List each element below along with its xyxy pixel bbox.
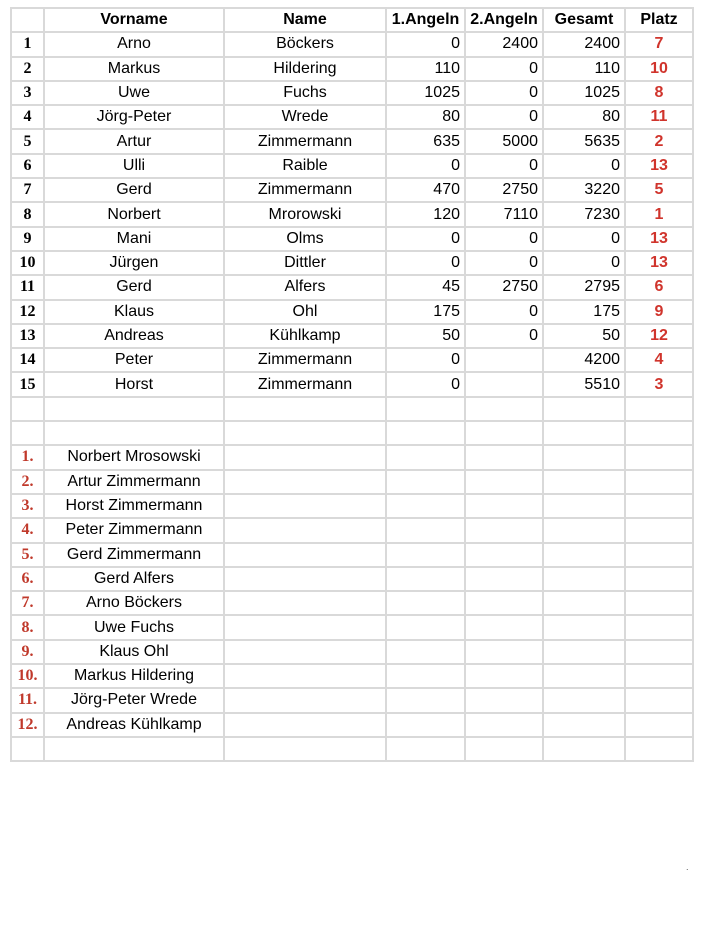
gesamt-cell[interactable]: 5635 xyxy=(543,129,625,153)
ranking-person-cell[interactable]: Norbert Mrosowski xyxy=(44,445,224,469)
table-row xyxy=(11,105,693,129)
empty-cell[interactable] xyxy=(625,688,693,712)
ranking-position-cell[interactable]: 10. xyxy=(11,664,44,688)
ranking-position-cell[interactable]: 5. xyxy=(11,543,44,567)
angeln-1-cell[interactable]: 110 xyxy=(386,57,465,81)
empty-cell[interactable] xyxy=(386,737,465,761)
name-cell[interactable]: Fuchs xyxy=(224,81,386,105)
empty-cell[interactable] xyxy=(44,737,224,761)
empty-cell[interactable] xyxy=(465,567,543,591)
vorname-cell[interactable]: Artur xyxy=(44,129,224,153)
angeln-2-cell[interactable]: 5000 xyxy=(465,129,543,153)
empty-cell[interactable] xyxy=(386,688,465,712)
ranking-position-cell[interactable]: 12. xyxy=(11,713,44,737)
angeln-2-cell[interactable]: 0 xyxy=(465,324,543,348)
platz-cell[interactable]: 6 xyxy=(625,275,693,299)
empty-cell[interactable] xyxy=(386,664,465,688)
empty-cell[interactable] xyxy=(386,567,465,591)
angeln-1-cell[interactable]: 45 xyxy=(386,275,465,299)
name-cell[interactable]: Böckers xyxy=(224,32,386,56)
empty-cell[interactable] xyxy=(224,445,386,469)
empty-cell[interactable] xyxy=(543,494,625,518)
ranking-row xyxy=(11,688,693,712)
platz-cell[interactable]: 11 xyxy=(625,105,693,129)
ranking-position-cell[interactable]: 2. xyxy=(11,470,44,494)
empty-cell[interactable] xyxy=(543,640,625,664)
empty-cell[interactable] xyxy=(224,543,386,567)
row-number-cell[interactable]: 12 xyxy=(11,300,44,324)
empty-cell[interactable] xyxy=(465,543,543,567)
platz-cell[interactable]: 1 xyxy=(625,202,693,226)
ranking-position-cell[interactable]: 4. xyxy=(11,518,44,542)
angeln-1-cell[interactable]: 1025 xyxy=(386,81,465,105)
table-row xyxy=(11,275,693,299)
ranking-row xyxy=(11,470,693,494)
platz-cell[interactable]: 2 xyxy=(625,129,693,153)
empty-cell[interactable] xyxy=(625,615,693,639)
header-row xyxy=(11,8,693,32)
footnote-mark: . xyxy=(686,862,689,872)
empty-cell[interactable] xyxy=(625,494,693,518)
empty-cell[interactable] xyxy=(543,445,625,469)
name-cell[interactable]: Kühlkamp xyxy=(224,324,386,348)
header-angeln-2[interactable]: 2.Angeln xyxy=(465,8,543,32)
spreadsheet-table xyxy=(10,7,694,762)
ranking-person-cell[interactable]: Gerd Zimmermann xyxy=(44,543,224,567)
empty-cell[interactable] xyxy=(386,397,465,421)
gesamt-cell[interactable]: 1025 xyxy=(543,81,625,105)
empty-cell[interactable] xyxy=(224,518,386,542)
empty-cell[interactable] xyxy=(224,737,386,761)
empty-cell[interactable] xyxy=(386,543,465,567)
row-number-cell[interactable]: 11 xyxy=(11,275,44,299)
angeln-1-cell[interactable]: 120 xyxy=(386,202,465,226)
row-number-cell[interactable]: 6 xyxy=(11,154,44,178)
vorname-cell[interactable]: Ulli xyxy=(44,154,224,178)
row-number-cell[interactable]: 7 xyxy=(11,178,44,202)
gesamt-cell[interactable]: 0 xyxy=(543,251,625,275)
empty-cell[interactable] xyxy=(386,591,465,615)
angeln-1-cell[interactable]: 0 xyxy=(386,348,465,372)
empty-cell[interactable] xyxy=(44,421,224,445)
empty-cell[interactable] xyxy=(224,494,386,518)
empty-cell[interactable] xyxy=(625,445,693,469)
table-row xyxy=(11,178,693,202)
vorname-cell[interactable]: Jürgen xyxy=(44,251,224,275)
gesamt-cell[interactable]: 0 xyxy=(543,154,625,178)
empty-cell[interactable] xyxy=(543,470,625,494)
empty-cell[interactable] xyxy=(625,567,693,591)
name-cell[interactable]: Zimmermann xyxy=(224,178,386,202)
empty-cell[interactable] xyxy=(44,397,224,421)
ranking-row xyxy=(11,445,693,469)
angeln-1-cell[interactable]: 635 xyxy=(386,129,465,153)
ranking-person-cell[interactable]: Arno Böckers xyxy=(44,591,224,615)
empty-cell[interactable] xyxy=(386,518,465,542)
empty-row xyxy=(11,737,693,761)
vorname-cell[interactable]: Andreas xyxy=(44,324,224,348)
empty-cell[interactable] xyxy=(543,591,625,615)
table-row xyxy=(11,251,693,275)
platz-cell[interactable]: 8 xyxy=(625,81,693,105)
angeln-2-cell[interactable]: 0 xyxy=(465,227,543,251)
name-cell[interactable]: Mrorowski xyxy=(224,202,386,226)
row-number-cell[interactable]: 2 xyxy=(11,57,44,81)
ranking-position-cell[interactable]: 1. xyxy=(11,445,44,469)
name-cell[interactable]: Zimmermann xyxy=(224,372,386,396)
ranking-row xyxy=(11,543,693,567)
empty-cell[interactable] xyxy=(543,737,625,761)
empty-cell[interactable] xyxy=(224,615,386,639)
angeln-2-cell[interactable]: 0 xyxy=(465,251,543,275)
spreadsheet-body xyxy=(11,8,693,761)
vorname-cell[interactable]: Gerd xyxy=(44,275,224,299)
empty-cell[interactable] xyxy=(465,615,543,639)
empty-cell[interactable] xyxy=(465,397,543,421)
angeln-2-cell[interactable]: 2750 xyxy=(465,178,543,202)
ranking-row xyxy=(11,615,693,639)
row-number-cell[interactable]: 14 xyxy=(11,348,44,372)
table-row xyxy=(11,32,693,56)
row-number-cell[interactable]: 1 xyxy=(11,32,44,56)
header-vorname[interactable]: Vorname xyxy=(44,8,224,32)
empty-cell[interactable] xyxy=(465,737,543,761)
empty-cell[interactable] xyxy=(386,470,465,494)
name-cell[interactable]: Wrede xyxy=(224,105,386,129)
table-row xyxy=(11,129,693,153)
ranking-row xyxy=(11,640,693,664)
empty-cell[interactable] xyxy=(543,421,625,445)
ranking-row xyxy=(11,518,693,542)
ranking-person-cell[interactable]: Markus Hildering xyxy=(44,664,224,688)
vorname-cell[interactable]: Horst xyxy=(44,372,224,396)
empty-cell[interactable] xyxy=(625,518,693,542)
ranking-row xyxy=(11,713,693,737)
platz-cell[interactable]: 12 xyxy=(625,324,693,348)
vorname-cell[interactable]: Norbert xyxy=(44,202,224,226)
platz-cell[interactable]: 13 xyxy=(625,154,693,178)
angeln-2-cell[interactable] xyxy=(465,348,543,372)
angeln-1-cell[interactable]: 0 xyxy=(386,154,465,178)
empty-cell[interactable] xyxy=(386,615,465,639)
ranking-row xyxy=(11,664,693,688)
angeln-2-cell[interactable]: 0 xyxy=(465,300,543,324)
empty-cell[interactable] xyxy=(224,397,386,421)
platz-cell[interactable]: 5 xyxy=(625,178,693,202)
row-number-cell[interactable]: 3 xyxy=(11,81,44,105)
header-platz[interactable]: Platz xyxy=(625,8,693,32)
table-row xyxy=(11,348,693,372)
ranking-position-cell[interactable]: 7. xyxy=(11,591,44,615)
empty-cell[interactable] xyxy=(543,518,625,542)
table-row xyxy=(11,57,693,81)
ranking-person-cell[interactable]: Jörg-Peter Wrede xyxy=(44,688,224,712)
platz-cell[interactable]: 13 xyxy=(625,227,693,251)
vorname-cell[interactable]: Gerd xyxy=(44,178,224,202)
empty-cell[interactable] xyxy=(465,591,543,615)
table-row xyxy=(11,324,693,348)
header-angeln-1[interactable]: 1.Angeln xyxy=(386,8,465,32)
empty-cell[interactable] xyxy=(625,397,693,421)
angeln-2-cell[interactable]: 2400 xyxy=(465,32,543,56)
empty-cell[interactable] xyxy=(224,664,386,688)
name-cell[interactable]: Zimmermann xyxy=(224,129,386,153)
ranking-row xyxy=(11,591,693,615)
vorname-cell[interactable]: Markus xyxy=(44,57,224,81)
name-cell[interactable]: Ohl xyxy=(224,300,386,324)
empty-cell[interactable] xyxy=(625,713,693,737)
ranking-position-cell[interactable]: 3. xyxy=(11,494,44,518)
empty-cell[interactable] xyxy=(465,713,543,737)
header-corner-cell[interactable] xyxy=(11,8,44,32)
vorname-cell[interactable]: Mani xyxy=(44,227,224,251)
empty-cell[interactable] xyxy=(465,445,543,469)
ranking-row xyxy=(11,494,693,518)
angeln-1-cell[interactable]: 50 xyxy=(386,324,465,348)
name-cell[interactable]: Hildering xyxy=(224,57,386,81)
empty-cell[interactable] xyxy=(465,664,543,688)
empty-cell[interactable] xyxy=(625,421,693,445)
table-row xyxy=(11,202,693,226)
table-row xyxy=(11,81,693,105)
platz-cell[interactable]: 9 xyxy=(625,300,693,324)
ranking-position-cell[interactable]: 11. xyxy=(11,688,44,712)
gesamt-cell[interactable]: 0 xyxy=(543,227,625,251)
vorname-cell[interactable]: Jörg-Peter xyxy=(44,105,224,129)
platz-cell[interactable]: 4 xyxy=(625,348,693,372)
empty-cell[interactable] xyxy=(224,470,386,494)
vorname-cell[interactable]: Uwe xyxy=(44,81,224,105)
ranking-person-cell[interactable]: Peter Zimmermann xyxy=(44,518,224,542)
row-number-cell[interactable]: 8 xyxy=(11,202,44,226)
table-row xyxy=(11,227,693,251)
gesamt-cell[interactable]: 4200 xyxy=(543,348,625,372)
empty-cell[interactable] xyxy=(465,494,543,518)
row-number-cell[interactable]: 13 xyxy=(11,324,44,348)
vorname-cell[interactable]: Arno xyxy=(44,32,224,56)
row-number-cell[interactable]: 4 xyxy=(11,105,44,129)
angeln-1-cell[interactable]: 0 xyxy=(386,372,465,396)
empty-cell[interactable] xyxy=(543,567,625,591)
angeln-2-cell[interactable] xyxy=(465,372,543,396)
header-gesamt[interactable]: Gesamt xyxy=(543,8,625,32)
platz-cell[interactable]: 10 xyxy=(625,57,693,81)
empty-cell[interactable] xyxy=(465,640,543,664)
angeln-2-cell[interactable]: 0 xyxy=(465,105,543,129)
row-number-cell[interactable]: 5 xyxy=(11,129,44,153)
empty-cell[interactable] xyxy=(465,421,543,445)
empty-cell[interactable] xyxy=(543,688,625,712)
empty-cell[interactable] xyxy=(465,470,543,494)
empty-cell[interactable] xyxy=(625,640,693,664)
table-row xyxy=(11,372,693,396)
ranking-position-cell[interactable]: 9. xyxy=(11,640,44,664)
empty-cell[interactable] xyxy=(625,543,693,567)
empty-cell[interactable] xyxy=(465,688,543,712)
angeln-1-cell[interactable]: 0 xyxy=(386,227,465,251)
ranking-position-cell[interactable]: 8. xyxy=(11,615,44,639)
row-number-cell[interactable]: 9 xyxy=(11,227,44,251)
table-row xyxy=(11,300,693,324)
angeln-1-cell[interactable]: 80 xyxy=(386,105,465,129)
platz-cell[interactable]: 13 xyxy=(625,251,693,275)
empty-cell[interactable] xyxy=(543,543,625,567)
gesamt-cell[interactable]: 7230 xyxy=(543,202,625,226)
gesamt-cell[interactable]: 110 xyxy=(543,57,625,81)
empty-cell[interactable] xyxy=(224,421,386,445)
name-cell[interactable]: Olms xyxy=(224,227,386,251)
angeln-1-cell[interactable]: 470 xyxy=(386,178,465,202)
gesamt-cell[interactable]: 2400 xyxy=(543,32,625,56)
empty-cell[interactable] xyxy=(386,713,465,737)
gesamt-cell[interactable]: 3220 xyxy=(543,178,625,202)
ranking-person-cell[interactable]: Artur Zimmermann xyxy=(44,470,224,494)
empty-row xyxy=(11,397,693,421)
empty-cell[interactable] xyxy=(386,421,465,445)
empty-cell[interactable] xyxy=(625,737,693,761)
gesamt-cell[interactable]: 175 xyxy=(543,300,625,324)
angeln-1-cell[interactable]: 0 xyxy=(386,251,465,275)
angeln-2-cell[interactable]: 0 xyxy=(465,57,543,81)
gesamt-cell[interactable]: 80 xyxy=(543,105,625,129)
empty-cell[interactable] xyxy=(543,664,625,688)
row-number-cell[interactable]: 15 xyxy=(11,372,44,396)
ranking-position-cell[interactable]: 6. xyxy=(11,567,44,591)
vorname-cell[interactable]: Peter xyxy=(44,348,224,372)
empty-cell[interactable] xyxy=(224,640,386,664)
empty-cell[interactable] xyxy=(625,470,693,494)
name-cell[interactable]: Zimmermann xyxy=(224,348,386,372)
angeln-2-cell[interactable]: 0 xyxy=(465,154,543,178)
angeln-1-cell[interactable]: 175 xyxy=(386,300,465,324)
empty-cell[interactable] xyxy=(625,664,693,688)
angeln-1-cell[interactable]: 0 xyxy=(386,32,465,56)
empty-cell[interactable] xyxy=(386,445,465,469)
gesamt-cell[interactable]: 50 xyxy=(543,324,625,348)
ranking-person-cell[interactable]: Andreas Kühlkamp xyxy=(44,713,224,737)
platz-cell[interactable]: 3 xyxy=(625,372,693,396)
table-row xyxy=(11,154,693,178)
vorname-cell[interactable]: Klaus xyxy=(44,300,224,324)
empty-cell[interactable] xyxy=(386,640,465,664)
angeln-2-cell[interactable]: 7110 xyxy=(465,202,543,226)
empty-cell[interactable] xyxy=(11,421,44,445)
empty-cell[interactable] xyxy=(11,397,44,421)
ranking-person-cell[interactable]: Gerd Alfers xyxy=(44,567,224,591)
ranking-person-cell[interactable]: Uwe Fuchs xyxy=(44,615,224,639)
name-cell[interactable]: Raible xyxy=(224,154,386,178)
empty-cell[interactable] xyxy=(625,591,693,615)
empty-cell[interactable] xyxy=(543,397,625,421)
gesamt-cell[interactable]: 2795 xyxy=(543,275,625,299)
row-number-cell[interactable]: 10 xyxy=(11,251,44,275)
angeln-2-cell[interactable]: 0 xyxy=(465,81,543,105)
name-cell[interactable]: Alfers xyxy=(224,275,386,299)
empty-cell[interactable] xyxy=(465,518,543,542)
empty-cell[interactable] xyxy=(224,688,386,712)
empty-cell[interactable] xyxy=(224,591,386,615)
empty-cell[interactable] xyxy=(543,713,625,737)
ranking-person-cell[interactable]: Klaus Ohl xyxy=(44,640,224,664)
header-name[interactable]: Name xyxy=(224,8,386,32)
name-cell[interactable]: Dittler xyxy=(224,251,386,275)
ranking-row xyxy=(11,567,693,591)
empty-cell[interactable] xyxy=(224,567,386,591)
empty-cell[interactable] xyxy=(543,615,625,639)
empty-cell[interactable] xyxy=(224,713,386,737)
ranking-person-cell[interactable]: Horst Zimmermann xyxy=(44,494,224,518)
angeln-2-cell[interactable]: 2750 xyxy=(465,275,543,299)
empty-cell[interactable] xyxy=(386,494,465,518)
empty-cell[interactable] xyxy=(11,737,44,761)
platz-cell[interactable]: 7 xyxy=(625,32,693,56)
empty-row xyxy=(11,421,693,445)
gesamt-cell[interactable]: 5510 xyxy=(543,372,625,396)
